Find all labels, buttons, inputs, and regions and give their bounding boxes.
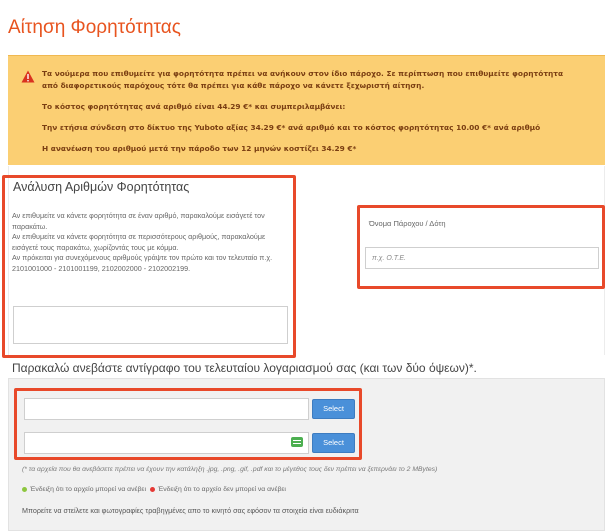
numbers-desc-line: Αν επιθυμείτε να κάνετε φορητότητα σε περισσότερους αριθμούς, παρακαλούμε εισάγετέ τους παρακάτω, χωρίζοντάς τους με κόμμα. xyxy=(12,232,266,252)
provider-label: Όνομα Πάροχου / Δότη xyxy=(369,219,446,228)
legend-bad-label: Ένδειξη ότι το αρχείο δεν μπορεί να ανέβει xyxy=(157,486,286,493)
numbers-textarea[interactable] xyxy=(13,306,288,344)
page-title: Αίτηση Φορητότητας xyxy=(8,17,181,38)
warning-icon xyxy=(21,70,35,83)
select-button-1[interactable]: Select xyxy=(312,399,355,419)
info-alert xyxy=(8,55,605,165)
alert-line: Η ανανέωση του αριθμού μετά την πάροδο των 12 μηνών κοστίζει 34.29 €* xyxy=(42,144,357,153)
numbers-title: Ανάλυση Αριθμών Φορητότητας xyxy=(13,180,190,194)
alert-line: Την ετήσια σύνδεση στο δίκτυο της Yuboto αξίας 34.29 €* ανά αριθμό και το κόστος φορητότητας 10.00 €* ανά αριθμό xyxy=(42,123,541,132)
ok-dot-icon xyxy=(22,487,27,492)
legend-ok-label: Ένδειξη ότι το αρχείο μπορεί να ανέβει xyxy=(30,486,146,493)
file-input-2[interactable] xyxy=(24,432,309,454)
file-input-1[interactable] xyxy=(24,398,309,420)
upload-legend xyxy=(22,486,286,493)
select-button-2[interactable]: Select xyxy=(312,433,355,453)
numbers-desc-line: Αν επιθυμείτε να κάνετε φορητότητα σε έναν αριθμό, παρακαλούμε εισάγετέ τον παρακάτω. xyxy=(12,211,265,231)
alert-line: από διαφορετικούς παρόχους τότε θα πρέπει για κάθε πάροχο να κάνετε ξεχωριστή αίτηση. xyxy=(42,81,425,90)
numbers-desc-line: Αν πρόκειται για συνεχόμενους αριθμούς γράψτε τον πρώτο και τον τελευταίο π.χ. 2101001000 - 2101001199, 2102002000 - 2102002199. xyxy=(12,253,273,273)
photo-note: Μπορείτε να στείλετε και φωτογραφίες τραβηγμένες απο το κινητό σας εφόσον τα στοιχεία είναι ευδιάκριτα xyxy=(22,506,359,515)
alert-line: Το κόστος φορητότητας ανά αριθμό είναι 44.29 €* και συμπεριλαμβάνει: xyxy=(42,102,346,111)
extensions-note: (* τα αρχεία που θα ανεβάσετε πρέπει να έχουν την κατάληξη .jpg, .png, .gif, .pdf και το μέγεθος τους δεν πρέπει να ξεπερνάει το 2 MBytes) xyxy=(22,466,438,473)
chat-icon xyxy=(291,437,303,447)
provider-input[interactable] xyxy=(365,247,599,269)
upload-heading: Παρακαλώ ανεβάστε αντίγραφο του τελευταίου λογαριασμού σας (και των δύο όψεων)*. xyxy=(12,361,477,375)
error-dot-icon xyxy=(150,487,155,492)
numbers-description xyxy=(12,211,290,275)
alert-line: Τα νούμερα που επιθυμείτε για φορητότητα πρέπει να ανήκουν στον ίδιο πάροχο. Σε περίπτωση που επιθυμείτε φορητότητα xyxy=(42,69,564,78)
